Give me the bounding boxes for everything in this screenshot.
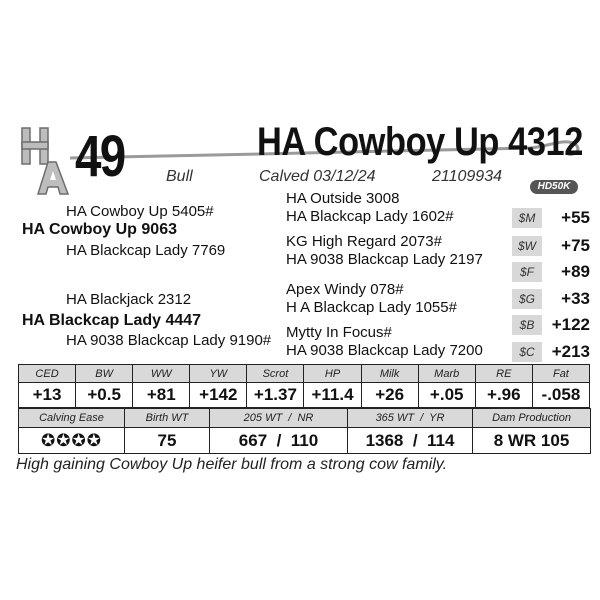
- sire-sire: HA Cowboy Up 5405#: [66, 203, 214, 220]
- epd-value-bw: +0.5: [76, 383, 133, 408]
- epd-value-yw: +142: [190, 383, 247, 408]
- index-value-b: +122: [551, 315, 590, 334]
- dam-production-value: 8 WR 105: [473, 428, 591, 454]
- index-value-w: +75: [561, 236, 590, 255]
- extended-pedigree-1: HA Outside 3008: [286, 190, 400, 207]
- header-birth-wt: Birth WT: [125, 409, 210, 428]
- header-calving-ease: Calving Ease: [19, 409, 125, 428]
- epd-value-re: +.96: [475, 383, 532, 408]
- wt365-value: 1368 / 114: [348, 428, 473, 454]
- epd-header-ced: CED: [19, 365, 76, 383]
- epd-value-row: [19, 383, 590, 408]
- header-dam-production: Dam Production: [473, 409, 591, 428]
- epd-header-bw: BW: [76, 365, 133, 383]
- index-label-b: $B: [512, 315, 542, 335]
- birth-wt-value: 75: [125, 428, 210, 454]
- epd-value-ced: +13: [19, 383, 76, 408]
- index-label-f: $F: [512, 262, 542, 282]
- epd-header-hp: HP: [304, 365, 361, 383]
- dam-dam: HA 9038 Blackcap Lady 9190#: [66, 332, 272, 349]
- animal-name: HA Cowboy Up 4312: [257, 120, 583, 164]
- index-value-c: +213: [551, 342, 590, 361]
- extended-pedigree-8: HA 9038 Blackcap Lady 7200: [286, 342, 483, 359]
- index-label-m: $M: [512, 208, 542, 228]
- epd-header-scrot: Scrot: [247, 365, 304, 383]
- description: High gaining Cowboy Up heifer bull from a strong cow family.: [16, 456, 448, 473]
- registration-number: 21109934: [432, 168, 502, 185]
- epd-value-ww: +81: [133, 383, 190, 408]
- header-205-wt: 205 WT / NR: [210, 409, 348, 428]
- epd-header-ww: WW: [133, 365, 190, 383]
- dam-sire: HA Blackjack 2312: [66, 291, 192, 308]
- index-label-c: $C: [512, 342, 542, 362]
- epd-value-fat: -.058: [532, 383, 589, 408]
- index-value-m: +55: [561, 208, 590, 227]
- epd-header-row: [19, 365, 590, 383]
- calved-date: Calved 03/12/24: [259, 168, 376, 185]
- epd-header-re: RE: [475, 365, 532, 383]
- epd-header-marb: Marb: [418, 365, 475, 383]
- extended-pedigree-6: H A Blackcap Lady 1055#: [286, 299, 457, 316]
- index-label-g: $G: [512, 289, 542, 309]
- extended-pedigree-5: Apex Windy 078#: [286, 281, 404, 298]
- epd-value-hp: +11.4: [304, 383, 361, 408]
- index-label-w: $W: [512, 236, 542, 256]
- epd-header-yw: YW: [190, 365, 247, 383]
- header-365-wt: 365 WT / YR: [348, 409, 473, 428]
- sex-label: Bull: [166, 168, 193, 185]
- extended-pedigree-3: KG High Regard 2073#: [286, 233, 442, 250]
- performance-table: [18, 408, 591, 454]
- sire-dam: HA Blackcap Lady 7769: [66, 242, 226, 259]
- epd-header-milk: Milk: [361, 365, 418, 383]
- hd50k-badge: HD50K: [530, 180, 578, 194]
- index-value-g: +33: [561, 289, 590, 308]
- epd-value-marb: +.05: [418, 383, 475, 408]
- epd-value-scrot: +1.37: [247, 383, 304, 408]
- extended-pedigree-4: HA 9038 Blackcap Lady 2197: [286, 251, 483, 268]
- index-value-f: +89: [561, 262, 590, 281]
- extended-pedigree-7: Mytty In Focus#: [286, 324, 392, 341]
- extended-pedigree-2: HA Blackcap Lady 1602#: [286, 208, 454, 225]
- dam: HA Blackcap Lady 4447: [22, 312, 202, 329]
- lot-number: 49: [75, 124, 125, 189]
- wt205-value: 667 / 110: [210, 428, 348, 454]
- epd-value-milk: +26: [361, 383, 418, 408]
- sire: HA Cowboy Up 9063: [22, 221, 177, 238]
- performance-header-row: [19, 409, 591, 428]
- calving-ease-stars: ✪✪✪✪: [19, 428, 125, 454]
- epd-table: [18, 364, 590, 408]
- epd-header-fat: Fat: [532, 365, 589, 383]
- performance-value-row: [19, 428, 591, 454]
